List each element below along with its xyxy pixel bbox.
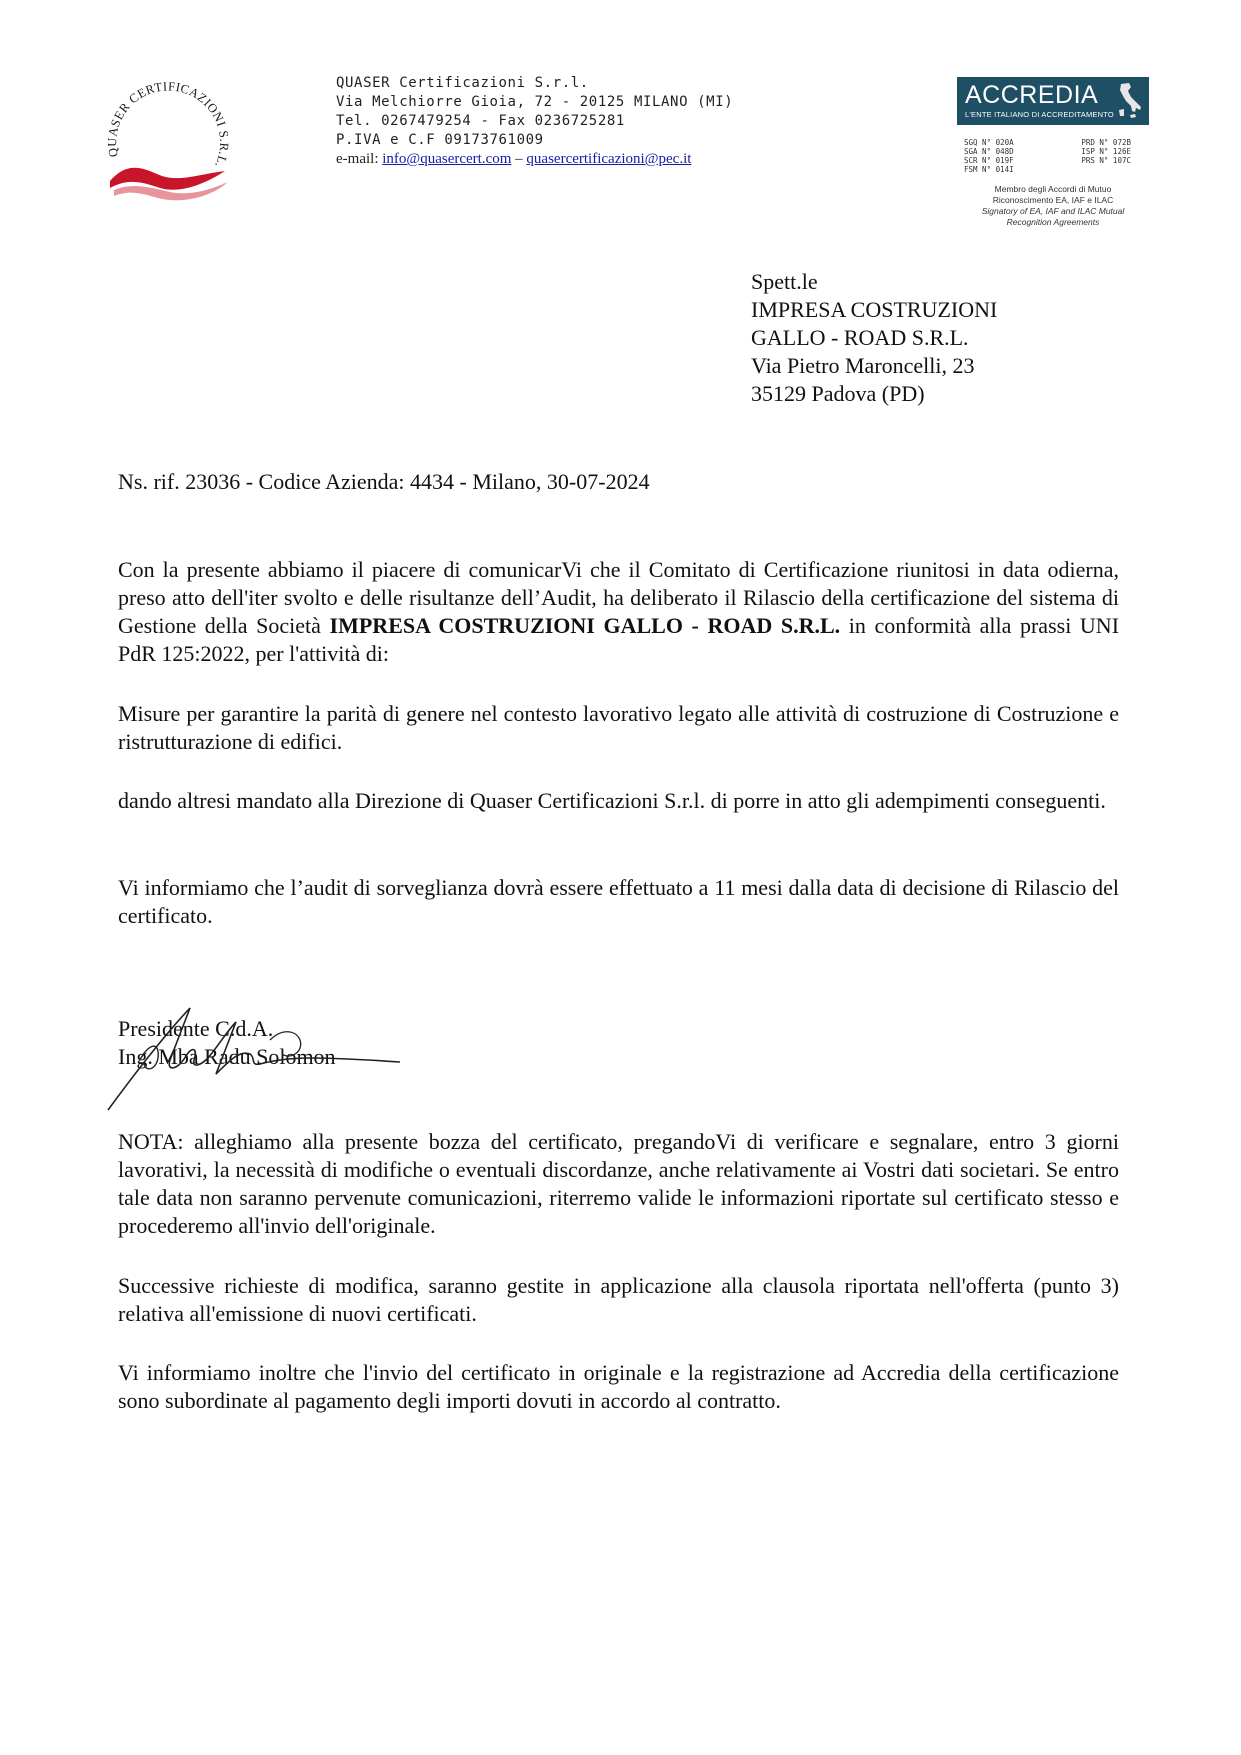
reference-line: Ns. rif. 23036 - Codice Azienda: 4434 - Milano, 30-07-2024 bbox=[118, 469, 650, 494]
recipient-address bbox=[751, 268, 997, 408]
recipient-street: Via Pietro Maroncelli, 23 bbox=[751, 353, 975, 378]
company-email-line bbox=[336, 150, 733, 169]
note-en-1: Signatory of EA, IAF and ILAC Mutual bbox=[981, 206, 1125, 216]
accredia-note bbox=[957, 184, 1149, 228]
code-prs: PRS N° 107C bbox=[1081, 156, 1131, 165]
signer-name: Ing. Mba Radu Solomon bbox=[118, 1044, 336, 1069]
code-scr: SCR N° 019F bbox=[964, 156, 1014, 165]
recipient-name-2: GALLO - ROAD S.R.L. bbox=[751, 325, 969, 350]
accredia-codes bbox=[957, 125, 1149, 174]
code-sgq: SGQ N° 020A bbox=[964, 138, 1014, 147]
handwritten-signature bbox=[100, 1000, 410, 1118]
p1-text-a: Con la presente abbiamo il piacere di comunicarVi che il Comitato di Certificazione riunitosi in data odierna, preso atto dell'iter svolto e delle risultanze dell’Audit, ha deliberato il Rilascio della certificazione del sistema di Gestione della Società bbox=[118, 557, 1119, 638]
body-paragraph-2: Misure per garantire la parità di genere nel contesto lavorativo legato alle attività di costruzione di Costruzione e ristrutturazione di edifici. bbox=[118, 701, 1119, 754]
email-separator: – bbox=[511, 151, 527, 167]
accredia-badge bbox=[957, 77, 1149, 228]
accredia-title: ACCREDIA bbox=[965, 81, 1099, 109]
note-paragraph-1: NOTA: alleghiamo alla presente bozza del certificato, pregandoVi di verificare e segnalare, entro 3 giorni lavorativi, la necessità di modifiche o eventuali discordanze, anche relativamente ai Vostri dati societari. Se entro tale data non saranno pervenute comunicazioni, riterremo valide le informazioni riportate sul certificato stesso e procederemo all'invio dell'originale. bbox=[118, 1129, 1119, 1238]
email-link-pec[interactable]: quasercertificazioni@pec.it bbox=[526, 151, 692, 167]
company-phone: Tel. 0267479254 - Fax 0236725281 bbox=[336, 113, 625, 129]
email-link-info[interactable]: info@quasercert.com bbox=[382, 151, 512, 167]
body-paragraph-4: Vi informiamo che l’audit di sorveglianza dovrà essere effettuato a 11 mesi dalla data di decisione di Rilascio del certificato. bbox=[118, 875, 1119, 928]
note-en-2: Recognition Agreements bbox=[1006, 217, 1100, 227]
quaser-logo bbox=[100, 76, 235, 206]
body-paragraph-3: dando altresi mandato alla Direzione di Quaser Certificazioni S.r.l. di porre in atto gli adempimenti conseguenti. bbox=[118, 788, 1106, 813]
body-paragraph-1 bbox=[118, 556, 1119, 668]
svg-text:QUASER CERTIFICAZIONI S.R.L.: QUASER CERTIFICAZIONI S.R.L. bbox=[105, 79, 232, 171]
italy-map-icon bbox=[1115, 81, 1145, 121]
signer-role: Presidente C.d.A. bbox=[118, 1016, 274, 1041]
recipient-salutation: Spett.le bbox=[751, 269, 818, 294]
recipient-city: 35129 Padova (PD) bbox=[751, 381, 925, 406]
p1-company-name: IMPRESA COSTRUZIONI GALLO - ROAD S.R.L. bbox=[329, 613, 841, 638]
code-isp: ISP N° 126E bbox=[1081, 147, 1131, 156]
p1-text-b: in conformità alla prassi UNI PdR 125:2022, per l'attività di: bbox=[118, 613, 1120, 666]
accredia-subtitle: L'ENTE ITALIANO DI ACCREDITAMENTO bbox=[965, 110, 1114, 119]
company-address: Via Melchiorre Gioia, 72 - 20125 MILANO (MI) bbox=[336, 94, 734, 110]
note-paragraph-3: Vi informiamo inoltre che l'invio del certificato in originale e la registrazione ad Accredia della certificazione sono subordinate al pagamento degli importi dovuti in accordo al contratto. bbox=[118, 1360, 1119, 1413]
accredia-codes-right bbox=[1081, 138, 1131, 174]
email-label: e-mail: bbox=[336, 151, 379, 167]
company-header bbox=[336, 74, 733, 169]
code-sga: SGA N° 048D bbox=[964, 147, 1014, 156]
company-vat: P.IVA e C.F 09173761009 bbox=[336, 132, 544, 148]
note-it-1: Membro degli Accordi di Mutuo bbox=[994, 184, 1112, 194]
company-name: QUASER Certificazioni S.r.l. bbox=[336, 75, 589, 91]
accredia-banner bbox=[957, 77, 1149, 125]
note-it-2: Riconoscimento EA, IAF e ILAC bbox=[992, 195, 1114, 205]
recipient-name-1: IMPRESA COSTRUZIONI bbox=[751, 297, 998, 322]
code-fsm: FSM N° 014I bbox=[964, 165, 1014, 174]
note-paragraph-2: Successive richieste di modifica, saranno gestite in applicazione alla clausola riportata nell'offerta (punto 3) relativa all'emissione di nuovi certificati. bbox=[118, 1273, 1119, 1326]
code-prd: PRD N° 072B bbox=[1081, 138, 1131, 147]
accredia-codes-left bbox=[964, 138, 1014, 174]
